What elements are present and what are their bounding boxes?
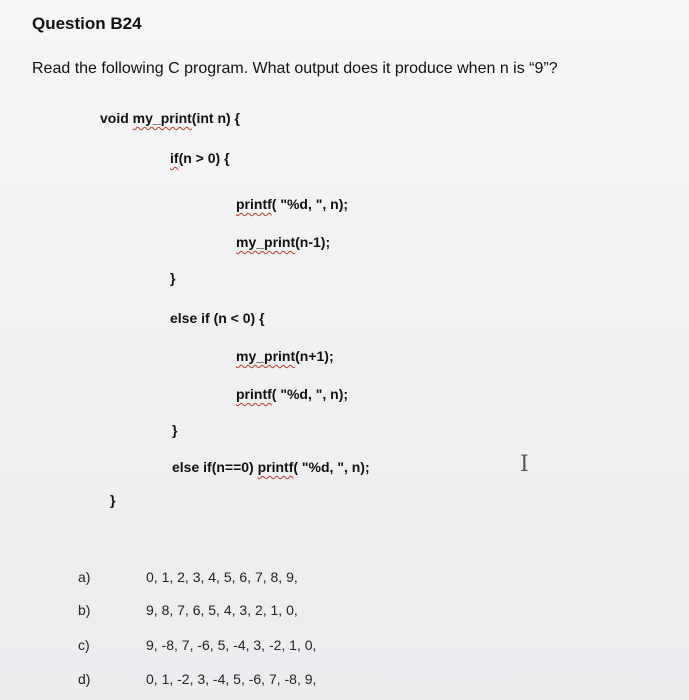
- code-condition: (n > 0) {: [178, 150, 230, 166]
- option-d-label[interactable]: d): [78, 671, 91, 687]
- code-args: (n-1);: [295, 234, 331, 250]
- code-args: (n+1);: [295, 348, 334, 364]
- code-line-5: }: [170, 270, 176, 286]
- code-func-name: my_print: [132, 110, 192, 126]
- code-printf: printf: [257, 459, 294, 475]
- option-c-text[interactable]: 9, -8, 7, -6, 5, -4, 3, -2, 1, 0,: [146, 637, 317, 653]
- code-printf: printf: [236, 196, 272, 212]
- code-line-1: [100, 110, 240, 126]
- code-line-7: [236, 348, 334, 364]
- code-line-11: }: [110, 492, 116, 508]
- code-line-2: [170, 150, 230, 166]
- code-line-8: [236, 386, 348, 402]
- question-text: Read the following C program. What output does it produce when n is “9”?: [32, 60, 558, 77]
- option-b-label[interactable]: b): [78, 602, 91, 618]
- code-params: (int n) {: [191, 110, 241, 126]
- code-recursive-call: my_print: [236, 234, 296, 250]
- code-args: ( "%d, ", n);: [293, 459, 370, 475]
- text-cursor-icon: I: [520, 452, 529, 477]
- code-else-if: else if(n==0): [172, 459, 258, 475]
- code-recursive-call: my_print: [236, 348, 296, 364]
- option-c-label[interactable]: c): [78, 637, 90, 653]
- code-line-6: else if (n < 0) {: [170, 310, 265, 326]
- code-printf: printf: [236, 386, 272, 402]
- code-args: ( "%d, ", n);: [271, 196, 349, 212]
- question-title: Question B24: [32, 14, 142, 33]
- option-b-text[interactable]: 9, 8, 7, 6, 5, 4, 3, 2, 1, 0,: [146, 602, 298, 618]
- option-a-text[interactable]: 0, 1, 2, 3, 4, 5, 6, 7, 8, 9,: [146, 569, 298, 585]
- code-keyword: void: [100, 110, 133, 126]
- option-a-label[interactable]: a): [78, 569, 91, 585]
- code-line-4: [236, 234, 330, 250]
- code-args: ( "%d, ", n);: [271, 386, 349, 402]
- code-line-3: [236, 196, 348, 212]
- code-if-keyword: if: [170, 150, 179, 166]
- option-d-text[interactable]: 0, 1, -2, 3, -4, 5, -6, 7, -8, 9,: [146, 671, 317, 687]
- code-line-10: [172, 459, 370, 475]
- code-line-9: }: [172, 422, 178, 438]
